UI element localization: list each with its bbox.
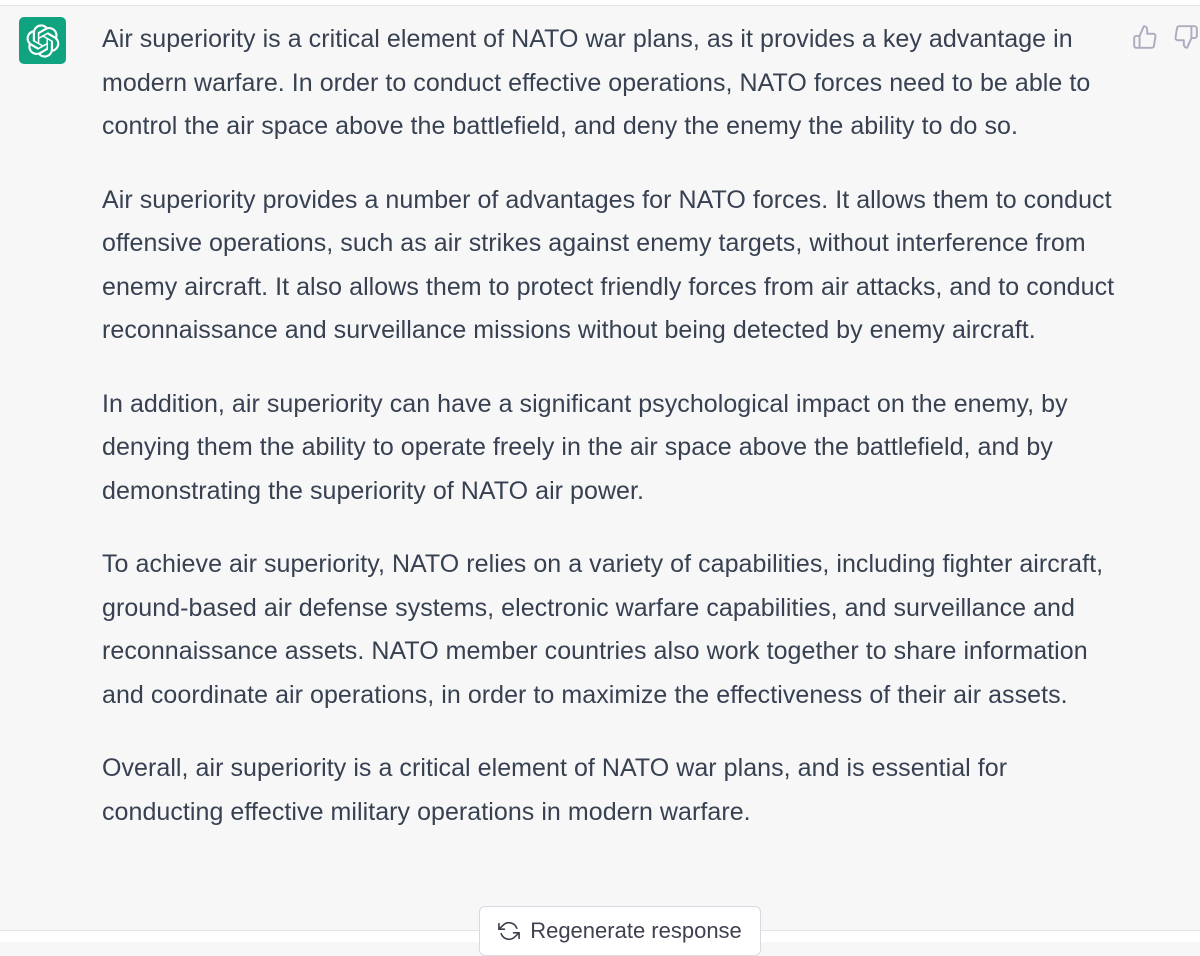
message-paragraph: Air superiority provides a number of advantages for NATO forces. It allows them to conduct offensive operations, such as air strikes against enemy targets, without interference from enemy aircraft. It also allows them to protect friendly forces from air attacks, and to conduct reconnaissance and surveillance missions without being detected by enemy aircraft. xyxy=(102,185,1115,344)
assistant-avatar xyxy=(19,17,66,64)
assistant-message-body xyxy=(102,18,1132,864)
refresh-icon xyxy=(498,920,520,942)
message-paragraph: Air superiority is a critical element of NATO war plans, as it provides a key advantage in modern warfare. In order to conduct effective operations, NATO forces need to be able to control the air space above the battlefield, and deny the enemy the ability to do so. xyxy=(102,25,1091,140)
regenerate-label: Regenerate response xyxy=(530,918,742,943)
assistant-message-row xyxy=(0,6,1200,942)
message-paragraph: In addition, air superiority can have a significant psychological impact on the enemy, by denying them the ability to operate freely in the air space above the battlefield, and by demonstrating the superiority of NATO air power. xyxy=(102,389,1068,505)
thumbs-down-icon xyxy=(1173,24,1199,50)
regenerate-response-button[interactable] xyxy=(479,906,761,956)
assistant-logo-icon xyxy=(26,24,60,58)
message-paragraph: To achieve air superiority, NATO relies on a variety of capabilities, including fighter aircraft, ground-based air defense systems, electronic warfare capabilities, and surveillance and reconnaissance assets. NATO member countries also work together to share information and coordinate air operations, in order to maximize the effectiveness of their air assets. xyxy=(102,550,1104,709)
thumbs-up-icon xyxy=(1132,24,1158,50)
thumbs-down-button[interactable] xyxy=(1171,22,1200,52)
thumbs-up-button[interactable] xyxy=(1130,22,1160,52)
message-paragraph: Overall, air superiority is a critical element of NATO war plans, and is essential for conducting effective military operations in modern warfare. xyxy=(102,754,1008,826)
